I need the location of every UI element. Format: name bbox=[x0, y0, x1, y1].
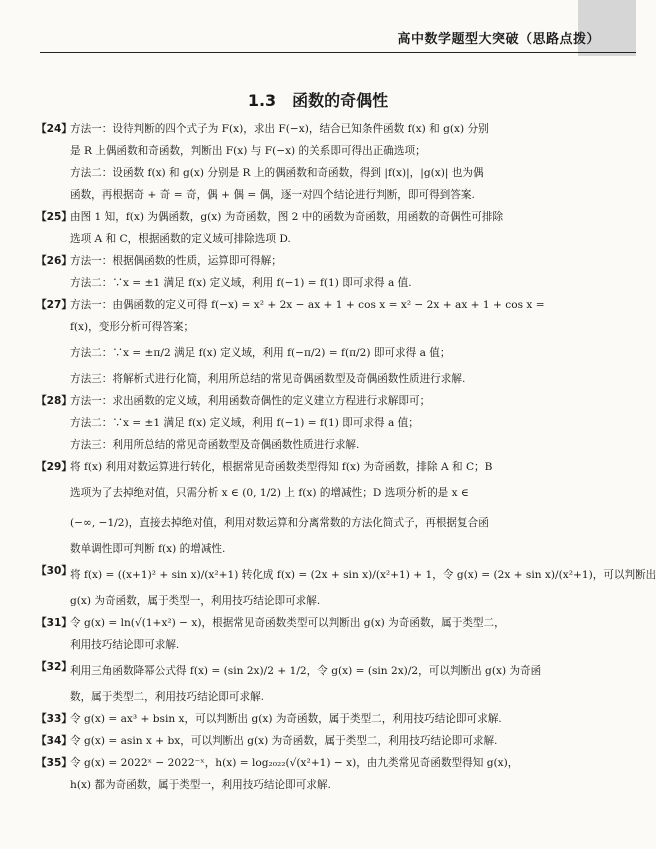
answer-item bbox=[36, 560, 656, 612]
item-number: 【30】 bbox=[36, 565, 72, 577]
item-line: 令 g(x) = 2022ˣ − 2022⁻ˣ，h(x) = log₂₀₂₂(√(x²+1) − x)，由九类常见奇函数型得知 g(x)， bbox=[70, 757, 519, 769]
item-line: 方法二：∵x = ±1 满足 f(x) 定义域，利用 f(−1) = f(1) 即可求得 a 值； bbox=[70, 417, 419, 429]
item-line: 选项为了去掉绝对值，只需分析 x ∈ (0, 1/2) 上 f(x) 的增减性；D 选项分析的是 x ∈ bbox=[70, 487, 469, 499]
item-line: 方法二：∵x = ±1 满足 f(x) 定义域，利用 f(−1) = f(1) 即可求得 a 值. bbox=[70, 277, 412, 289]
item-line: 由图 1 知，f(x) 为偶函数，g(x) 为奇函数，图 2 中的函数为奇函数，用函数的奇偶性可排除 bbox=[70, 211, 504, 223]
section-title bbox=[0, 88, 636, 111]
running-header: 高中数学题型大突破（思路点拨） bbox=[397, 32, 600, 47]
item-number: 【33】 bbox=[36, 713, 72, 725]
item-line: 方法一：由偶函数的定义可得 f(−x) = x² + 2x − ax + 1 + cos x = x² − 2x + ax + 1 + cos x = bbox=[70, 299, 545, 311]
section-number: 1.3 bbox=[247, 91, 277, 110]
item-number: 【34】 bbox=[36, 735, 72, 747]
answer-item bbox=[36, 708, 594, 730]
answer-item bbox=[36, 206, 594, 250]
item-line: 方法三：利用所总结的常见奇函数型及奇偶函数性质进行求解. bbox=[70, 439, 360, 451]
item-line: 利用技巧结论即可求解. bbox=[70, 639, 180, 651]
answer-item bbox=[36, 752, 594, 796]
item-line: 选项 A 和 C，根据函数的定义域可排除选项 D. bbox=[70, 233, 291, 245]
item-line: 数单调性即可判断 f(x) 的增减性. bbox=[70, 543, 226, 555]
item-number: 【25】 bbox=[36, 211, 72, 223]
answer-item bbox=[36, 656, 594, 708]
item-line: h(x) 都为奇函数，属于类型一，利用技巧结论即可求解. bbox=[70, 779, 331, 791]
answer-item bbox=[36, 390, 594, 456]
answer-item bbox=[36, 456, 594, 560]
answer-item bbox=[36, 612, 594, 656]
item-line: 令 g(x) = ax³ + bsin x，可以判断出 g(x) 为奇函数，属于类型二，利用技巧结论即可求解. bbox=[70, 713, 502, 725]
answer-item bbox=[36, 250, 594, 294]
answer-list bbox=[36, 118, 656, 796]
item-number: 【32】 bbox=[36, 661, 72, 673]
item-line: 是 R 上偶函数和奇函数，判断出 F(x) 与 F(−x) 的关系即可得出正确选项； bbox=[70, 145, 426, 157]
item-line: 方法三：将解析式进行化简，利用所总结的常见奇偶函数型及奇偶函数性质进行求解. bbox=[70, 373, 466, 385]
item-number: 【35】 bbox=[36, 757, 72, 769]
section-heading: 函数的奇偶性 bbox=[292, 91, 389, 110]
item-number: 【26】 bbox=[36, 255, 72, 267]
item-line: 函数，再根据奇 + 奇 = 奇，偶 + 偶 = 偶，逐一对四个结论进行判断，即可得到答案. bbox=[70, 189, 475, 201]
item-line: (−∞, −1/2)，直接去掉绝对值，利用对数运算和分离常数的方法化简式子，再根据复合函 bbox=[70, 517, 489, 529]
answer-item bbox=[36, 118, 594, 206]
item-number: 【29】 bbox=[36, 461, 72, 473]
item-line: 利用三角函数降幂公式得 f(x) = (sin 2x)/2 + 1/2，令 g(x) = (sin 2x)/2，可以判断出 g(x) 为奇函 bbox=[70, 665, 542, 677]
item-line: f(x)，变形分析可得答案； bbox=[70, 321, 195, 333]
item-line: 将 f(x) 利用对数运算进行转化，根据常见奇函数类型得知 f(x) 为奇函数，排除 A 和 C；B bbox=[70, 461, 493, 473]
item-number: 【24】 bbox=[36, 123, 72, 135]
header-rule bbox=[40, 52, 636, 53]
item-line: 方法二：∵x = ±π/2 满足 f(x) 定义域，利用 f(−π/2) = f(π/2) 即可求得 a 值； bbox=[70, 347, 451, 359]
item-line: 令 g(x) = ln(√(1+x²) − x)，根据常见奇函数类型可以判断出 g(x) 为奇函数，属于类型二， bbox=[70, 617, 505, 629]
item-line: 将 f(x) = ((x+1)² + sin x)/(x²+1) 转化成 f(x) = (2x + sin x)/(x²+1) + 1，令 g(x) = (2x + sin x)/(x²+1)，可以判断出 bbox=[70, 569, 656, 581]
item-line: 方法二：设函数 f(x) 和 g(x) 分别是 R 上的偶函数和奇函数，得到 |f(x)|，|g(x)| 也为偶 bbox=[70, 167, 484, 179]
item-line: 方法一：根据偶函数的性质，运算即可得解； bbox=[70, 255, 282, 267]
answer-item bbox=[36, 730, 594, 752]
item-number: 【31】 bbox=[36, 617, 72, 629]
item-line: 数，属于类型二，利用技巧结论即可求解. bbox=[70, 691, 265, 703]
item-number: 【28】 bbox=[36, 395, 72, 407]
item-line: 方法一：求出函数的定义域，利用函数奇偶性的定义建立方程进行求解即可； bbox=[70, 395, 431, 407]
item-line: 令 g(x) = asin x + bx，可以判断出 g(x) 为奇函数，属于类型二，利用技巧结论即可求解. bbox=[70, 735, 498, 747]
item-line: g(x) 为奇函数，属于类型一，利用技巧结论即可求解. bbox=[70, 595, 321, 607]
item-line: 方法一：设待判断的四个式子为 F(x)，求出 F(−x)，结合已知条件函数 f(x) 和 g(x) 分别 bbox=[70, 123, 489, 135]
item-number: 【27】 bbox=[36, 299, 72, 311]
answer-item bbox=[36, 294, 594, 390]
